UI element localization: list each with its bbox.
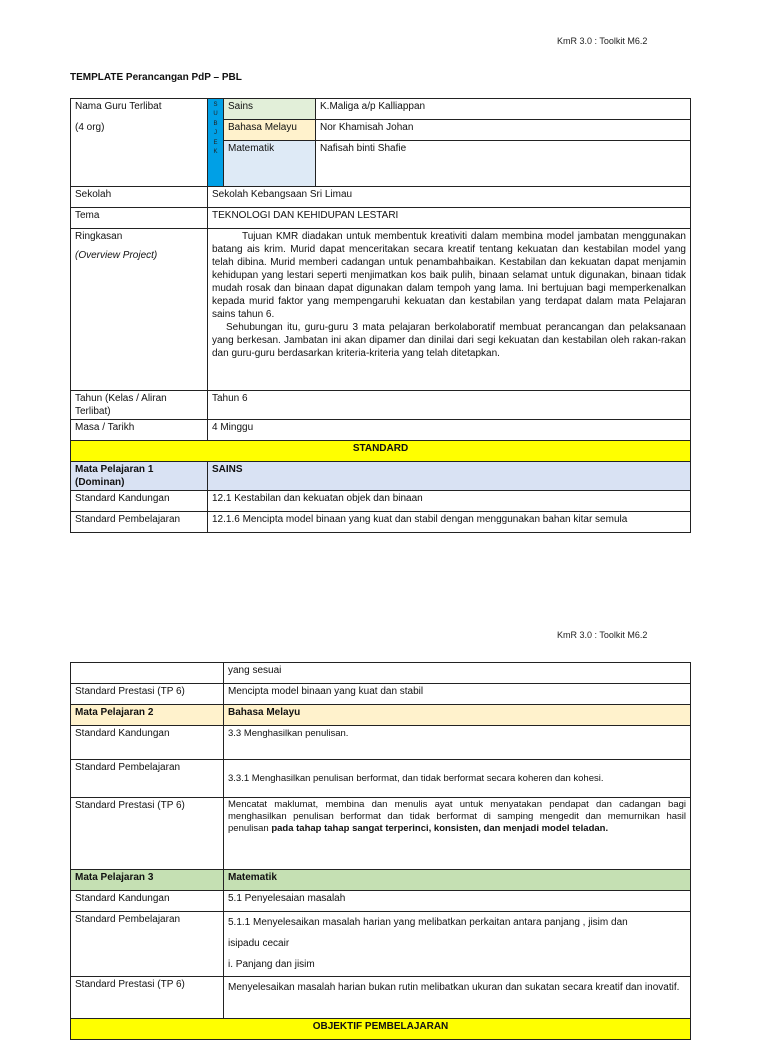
mp1-value: SAINS	[208, 462, 691, 491]
ringkasan-value	[208, 229, 691, 391]
tahun-value: Tahun 6	[208, 391, 691, 420]
guru-count: (4 org)	[75, 122, 105, 133]
ringkasan-label-cell	[71, 229, 208, 391]
guru-label: Nama Guru Terlibat	[75, 101, 162, 112]
mp3-sk-label: Standard Kandungan	[71, 891, 224, 912]
subject-sains: Sains	[224, 99, 316, 120]
mp3-sp-cell	[224, 912, 691, 977]
ringkasan-para1: Tujuan KMR diadakan untuk membentuk kreativiti dalam membina model jambatan menggunakan batang ais krim. Murid dapat menceritakan secara kreatif tentang kekuatan dan kestabilan model yang telah dibina. Murid memberi cadangan untuk penambahbaikan. Kestabilan dan kekuatan dapat menjamin kehidupan yang lestari seperti menjimatkan kos baik pulih, binaan selamat untuk digunakan, binaan tidak mudah rosak dan binaan dapat digunakan dalam tempoh yang lama. Ini bertujuan bagi memperkenalkan kepada murid faktor yang mempengaruhi kekuatan dan kestabilan yang terdapat dalam mata Pelajaran sains tahun 6.	[212, 231, 686, 320]
subjek-letter: S	[213, 102, 218, 108]
subjek-letter: B	[213, 120, 218, 127]
toolkit-header: KmR 3.0 : Toolkit M6.2	[557, 36, 648, 46]
mp3-sp-line2: isipadu cecair	[228, 938, 290, 949]
mp2-sk-label: Standard Kandungan	[71, 726, 224, 760]
mp2-sp-value: 3.3.1 Menghasilkan penulisan berformat, dan tidak berformat secara koheren dan kohesi.	[224, 760, 691, 798]
mp2-tp-label: Standard Prestasi (TP 6)	[71, 798, 224, 870]
masa-label: Masa / Tarikh	[71, 420, 208, 441]
sekolah-label: Sekolah	[71, 187, 208, 208]
tema-label: Tema	[71, 208, 208, 229]
mp2-tp-cell	[224, 798, 691, 870]
mp1-sk-label: Standard Kandungan	[71, 491, 208, 512]
standard-heading: STANDARD	[71, 441, 691, 462]
mp1-tp-label: Standard Prestasi (TP 6)	[71, 684, 224, 705]
mp3-label: Mata Pelajaran 3	[71, 870, 224, 891]
tahun-label: Tahun (Kelas / Aliran Terlibat)	[71, 391, 208, 420]
subjek-letter: E	[213, 139, 218, 146]
mp3-value: Matematik	[224, 870, 691, 891]
ringkasan-label: Ringkasan	[75, 231, 123, 242]
mp1-sp-cont-label	[71, 663, 224, 684]
subjek-letter: J	[214, 130, 217, 137]
mp1-sp-label: Standard Pembelajaran	[71, 512, 208, 533]
mp1-tp-value: Mencipta model binaan yang kuat dan stabil	[224, 684, 691, 705]
mp3-sp-line3: i. Panjang dan jisim	[228, 959, 315, 970]
masa-value: 4 Minggu	[208, 420, 691, 441]
mp2-sp-label: Standard Pembelajaran	[71, 760, 224, 798]
ringkasan-sublabel: (Overview Project)	[75, 250, 158, 261]
mp2-value: Bahasa Melayu	[224, 705, 691, 726]
mp3-sk-value: 5.1 Penyelesaian masalah	[224, 891, 691, 912]
mp3-sp-label: Standard Pembelajaran	[71, 912, 224, 977]
mp3-tp-label: Standard Prestasi (TP 6)	[71, 977, 224, 1019]
subjek-letter: K	[213, 149, 218, 156]
guru-label-cell	[71, 99, 208, 187]
mp1-sp-value: 12.1.6 Mencipta model binaan yang kuat dan stabil dengan menggunakan bahan kitar semula	[208, 512, 691, 533]
mp3-sp-line1: 5.1.1 Menyelesaikan masalah harian yang melibatkan perkaitan antara panjang , jisim dan	[228, 917, 628, 928]
mp2-tp-bold: pada tahap tahap sangat terperinci, konsisten, dan menjadi model teladan.	[271, 823, 609, 834]
mp2-label: Mata Pelajaran 2	[71, 705, 224, 726]
mp3-tp-value: Menyelesaikan masalah harian bukan rutin melibatkan ukuran dan sukatan secara kreatif dan inovatif.	[224, 977, 691, 1019]
subjek-vertical-label	[208, 99, 224, 187]
document-title: TEMPLATE Perancangan PdP – PBL	[70, 72, 242, 83]
teacher-sains: K.Maliga a/p Kalliappan	[316, 99, 691, 120]
sekolah-value: Sekolah Kebangsaan Sri Limau	[208, 187, 691, 208]
mp1-sp-cont: yang sesuai	[224, 663, 691, 684]
mp1-sk-value: 12.1 Kestabilan dan kekuatan objek dan binaan	[208, 491, 691, 512]
objektif-heading: OBJEKTIF PEMBELAJARAN	[71, 1019, 691, 1040]
teacher-bm: Nor Khamisah Johan	[316, 120, 691, 141]
subject-matematik: Matematik	[224, 141, 316, 187]
mp2-sk-value: 3.3 Menghasilkan penulisan.	[224, 726, 691, 760]
mp1-label: Mata Pelajaran 1 (Dominan)	[71, 462, 208, 491]
teacher-matematik: Nafisah binti Shafie	[316, 141, 691, 187]
subjek-letter: U	[213, 111, 218, 118]
ringkasan-para2: Sehubungan itu, guru-guru 3 mata pelajaran berkolaboratif membuat perancangan dan pelaksanaan yang berkesan. Jambatan ini akan dipamer dan dinilai dari segi kekuatan dan kestabilan oleh rakan-rakan dan guru-guru berdasarkan kriteria-kriteria yang telah ditetapkan.	[212, 322, 686, 359]
template-table-page1	[70, 98, 691, 533]
toolkit-header-page2: KmR 3.0 : Toolkit M6.2	[557, 630, 648, 640]
mp2-tp-value: Mencatat maklumat, membina dan menulis ayat untuk menyatakan pendapat dan cadangan bagi menghasilkan penulisan berformat dan tidak berformat di samping mengedit dan memurnikan hasil penulisan	[228, 799, 686, 834]
subject-bm: Bahasa Melayu	[224, 120, 316, 141]
tema-value: TEKNOLOGI DAN KEHIDUPAN LESTARI	[208, 208, 691, 229]
template-table-page2	[70, 662, 691, 1040]
